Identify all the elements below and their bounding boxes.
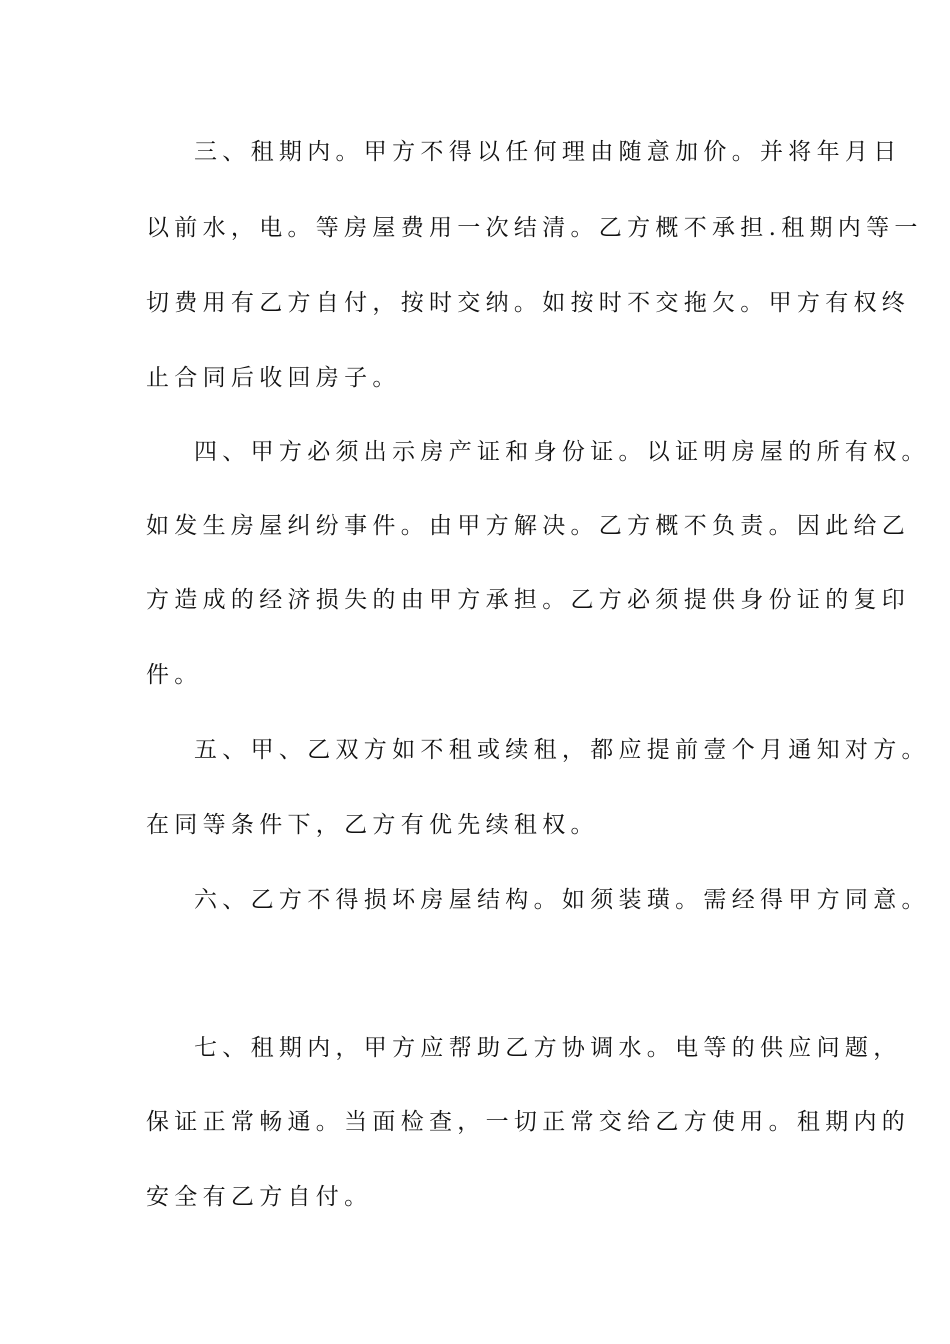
text-line: 五、甲、乙双方如不租或续租，都应提前壹个月通知对方。 xyxy=(194,737,930,763)
text-line: 保证正常畅通。当面检查，一切正常交给乙方使用。租期内的 xyxy=(146,1109,911,1135)
text-line: 以前水，电。等房屋费用一次结清。乙方概不承担.租期内等一 xyxy=(146,215,923,241)
text-line: 三、租期内。甲方不得以任何理由随意加价。并将年月日 xyxy=(194,139,902,165)
text-line: 方造成的经济损失的由甲方承担。乙方必须提供身份证的复印 xyxy=(146,587,911,613)
text-line: 止合同后收回房子。 xyxy=(146,365,401,391)
text-line: 如发生房屋纠纷事件。由甲方解决。乙方概不负责。因此给乙 xyxy=(146,513,911,539)
text-line: 六、乙方不得损坏房屋结构。如须装璜。需经得甲方同意。 xyxy=(194,887,930,913)
text-line: 七、租期内，甲方应帮助乙方协调水。电等的供应问题， xyxy=(194,1035,902,1061)
text-line: 在同等条件下，乙方有优先续租权。 xyxy=(146,812,599,838)
text-line: 安全有乙方自付。 xyxy=(146,1184,373,1210)
text-line: 件。 xyxy=(146,662,203,688)
text-line: 切费用有乙方自付，按时交纳。如按时不交拖欠。甲方有权终 xyxy=(146,290,911,316)
text-line: 四、甲方必须出示房产证和身份证。以证明房屋的所有权。 xyxy=(194,439,930,465)
